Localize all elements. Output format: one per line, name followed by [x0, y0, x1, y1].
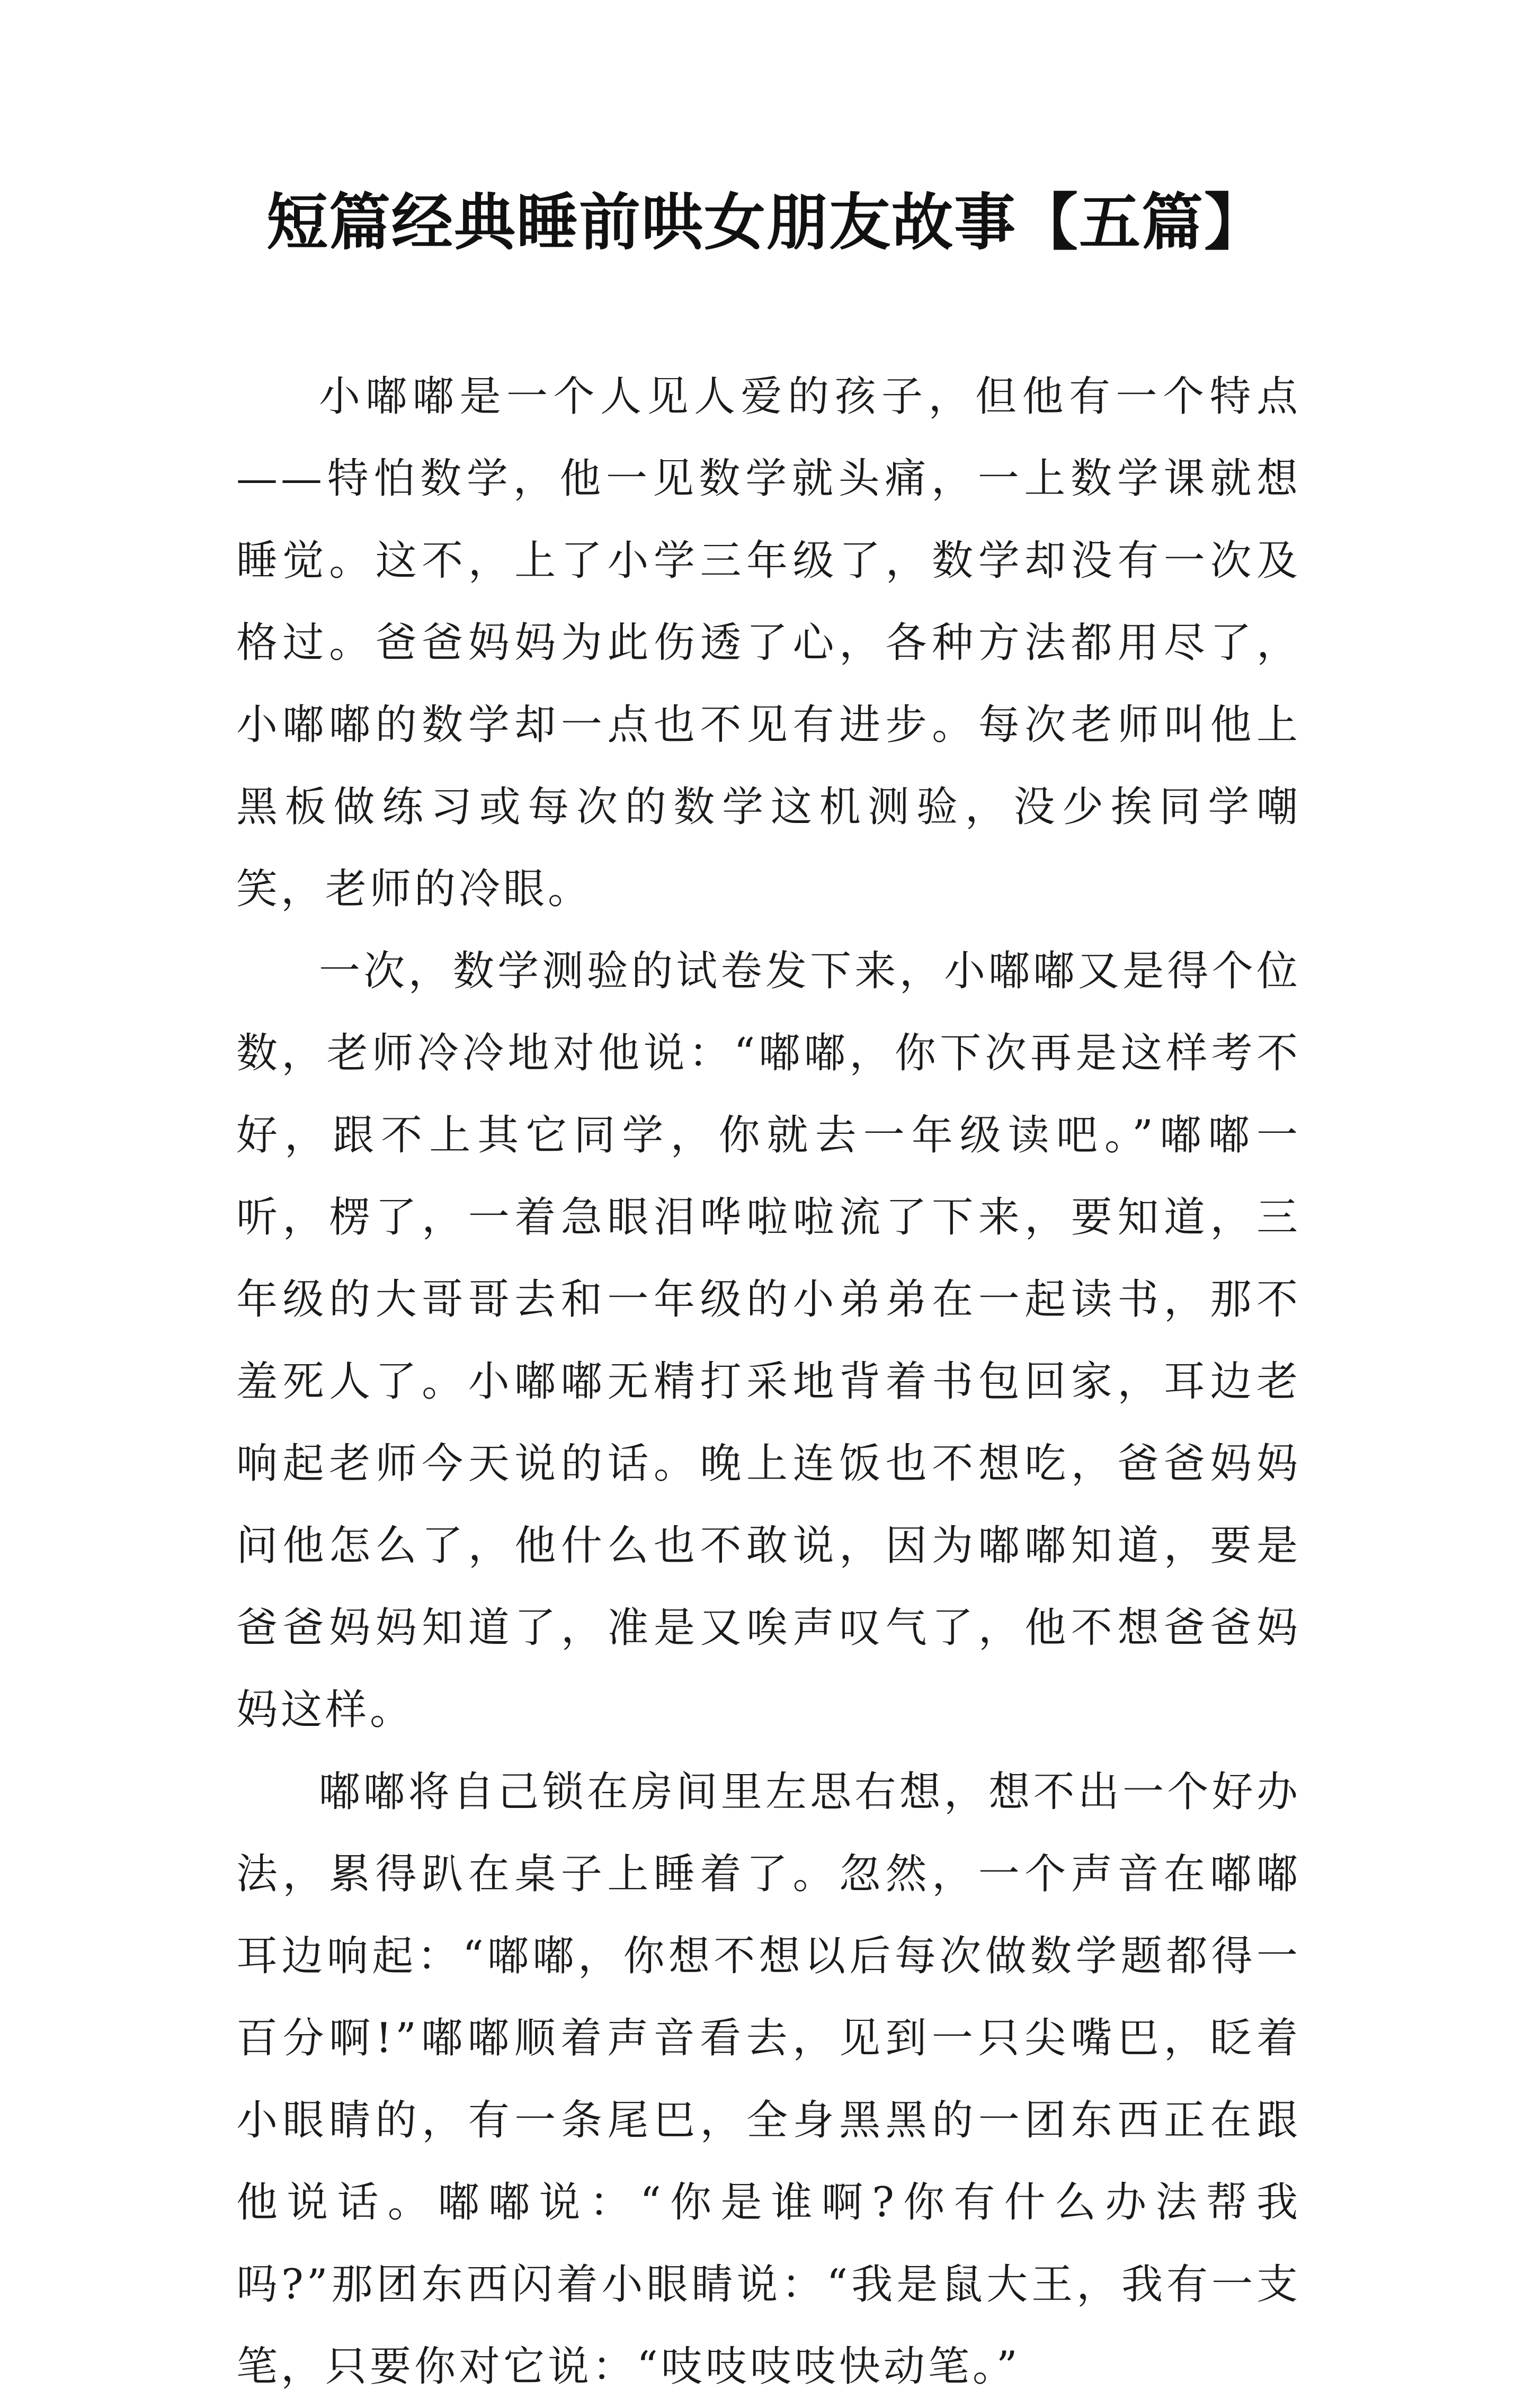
- paragraph: 嘟嘟将自己锁在房间里左思右想，想不出一个好办法，累得趴在桌子上睡着了。忽然，一个声音在嘟嘟耳边响起：“嘟嘟，你想不想以后每次做数学题都得一百分啊!”嘟嘟顺着声音看去，见到一只尖嘴巴，眨着小眼睛的，有一条尾巴，全身黑黑的一团东西正在跟他说话。嘟嘟说：“你是谁啊?你有什么办法帮我吗?”那团东西闪着小眼睛说：“我是鼠大王，我有一支笔，只要你对它说：“吱吱吱吱快动笔。”: [236, 1768, 1301, 2391]
- paragraph: 一次，数学测验的试卷发下来，小嘟嘟又是得个位数，老师冷冷地对他说：“嘟嘟，你下次再是这样考不好，跟不上其它同学，你就去一年级读吧。”嘟嘟一听，楞了，一着急眼泪哗啦啦流了下来，要知道，三年级的大哥哥去和一年级的小弟弟在一起读书，那不羞死人了。小嘟嘟无精打采地背着书包回家，耳边老响起老师今天说的话。晚上连饭也不想吃，爸爸妈妈问他怎么了，他什么也不敢说，因为嘟嘟知道，要是爸爸妈妈知道了，准是又唉声叹气了，他不想爸爸妈妈这样。: [236, 947, 1301, 1734]
- paragraph: 小嘟嘟是一个人见人爱的孩子，但他有一个特点——特怕数学，他一见数学就头痛，一上数学课就想睡觉。这不，上了小学三年级了，数学却没有一次及格过。爸爸妈妈为此伤透了心，各种方法都用尽了，小嘟嘟的数学却一点也不见有进步。每次老师叫他上黑板做练习或每次的数学这机测验，没少挨同学嘲笑，老师的冷眼。: [236, 373, 1301, 913]
- document-body: [236, 356, 1301, 2408]
- document-title: 短篇经典睡前哄女朋友故事【五篇】: [266, 186, 1267, 258]
